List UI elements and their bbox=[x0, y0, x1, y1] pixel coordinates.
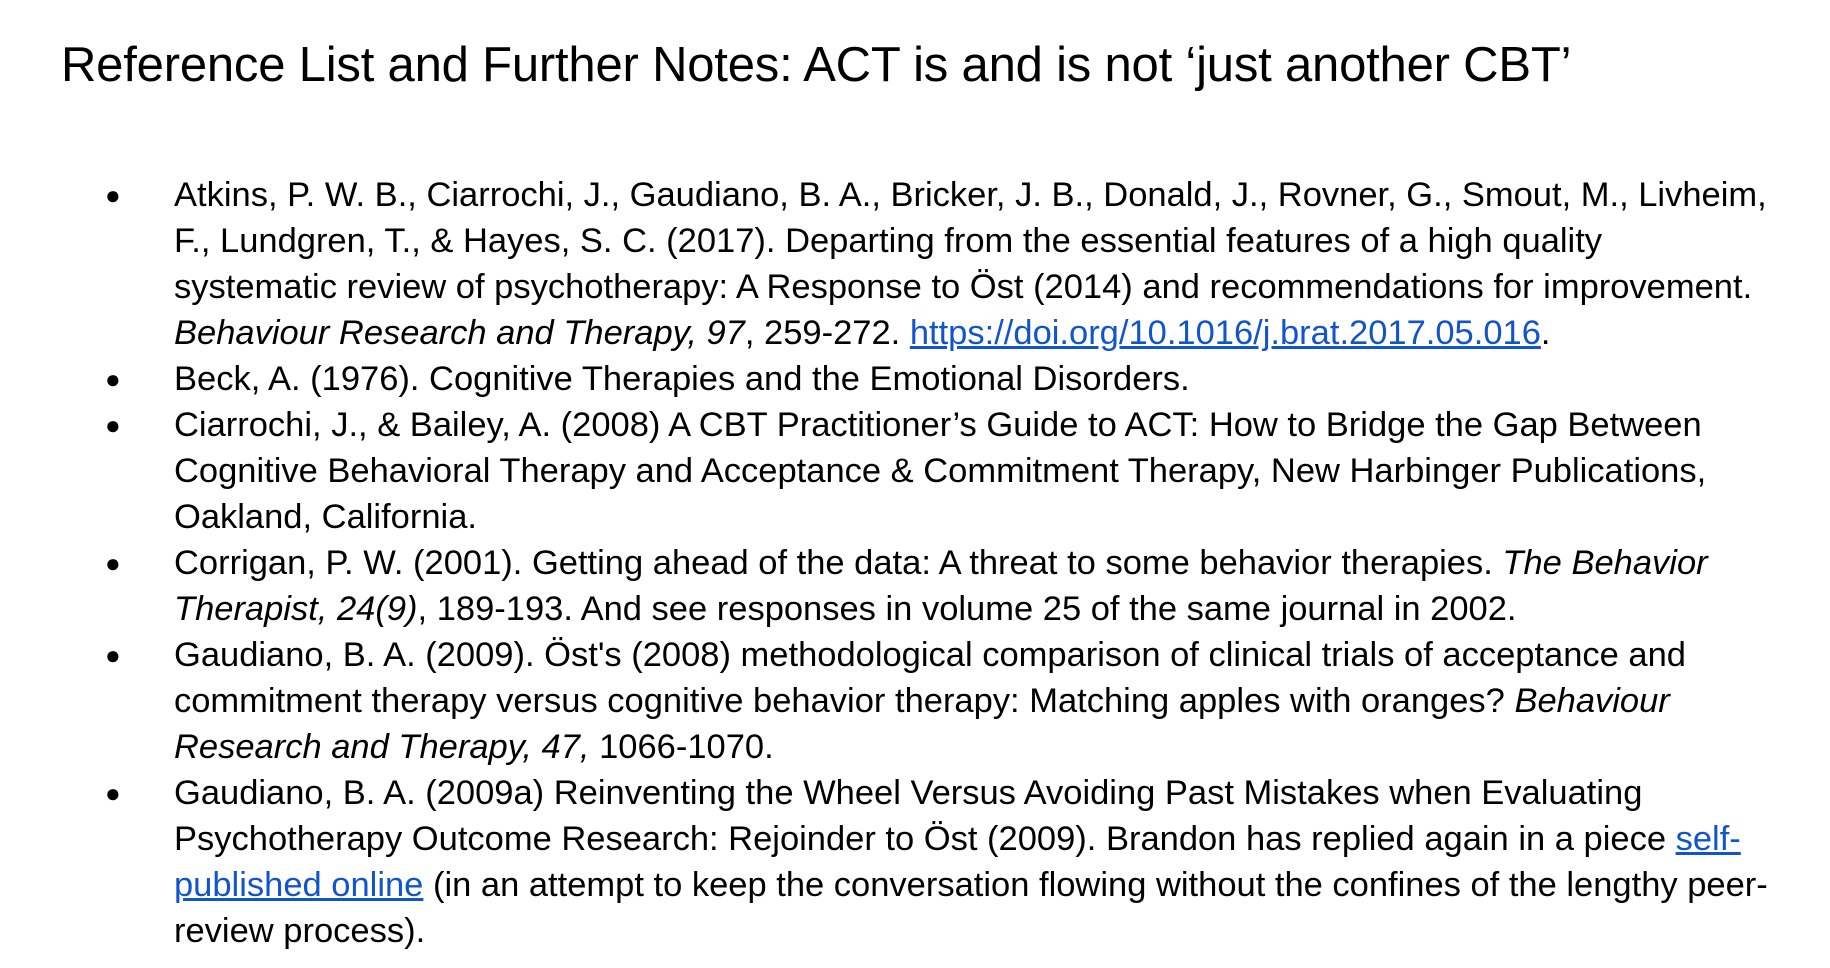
self-published-online-link[interactable]: self-published online bbox=[174, 819, 1741, 904]
reference-text: Atkins, P. W. B., Ciarrochi, J., Gaudiano, B. A., Bricker, J. B., Donald, J., Rovner, G., Smout, M., Livheim, F., Lundgren, T., & Hayes, S. C. (2017). Departing from the essential features of a high quality systematic review of psychotherapy: A Response to Öst (2014) and recommendations for improvement. bbox=[174, 175, 1767, 306]
reference-text: Gaudiano, B. A. (2009a) Reinventing the Wheel Versus Avoiding Past Mistakes when Evaluating Psychotherapy Outcome Research: Rejoinder to Öst (2009). Brandon has replied again in a piece bbox=[174, 773, 1676, 858]
reference-text: Gaudiano, B. A. (2009). Öst's (2008) methodological comparison of clinical trials of acceptance and commitment therapy versus cognitive behavior therapy: Matching apples with oranges? bbox=[174, 635, 1686, 720]
reference-text: 1066-1070. bbox=[589, 727, 774, 766]
reference-text: , 259-272. bbox=[744, 313, 910, 352]
reference-text: Ciarrochi, J., & Bailey, A. (2008) A CBT Practitioner’s Guide to ACT: How to Bridge the Gap Between Cognitive Behavioral Therapy and Acceptance & Commitment Therapy, New Harbinger Publications, Oakland, California. bbox=[174, 405, 1707, 536]
reference-item-corrigan-2001 bbox=[174, 540, 1770, 632]
doi-link[interactable]: https://doi.org/10.1016/j.brat.2017.05.016 bbox=[909, 313, 1541, 352]
reference-text: (in an attempt to keep the conversation flowing without the confines of the lengthy peer-review process). bbox=[174, 865, 1768, 950]
journal-title: Behaviour Research and Therapy, 47, bbox=[174, 681, 1670, 766]
reference-text: Corrigan, P. W. (2001). Getting ahead of the data: A threat to some behavior therapies. bbox=[174, 543, 1503, 582]
reference-text: , 189-193. And see responses in volume 25 of the same journal in 2002. bbox=[417, 589, 1517, 628]
journal-title: Behaviour Research and Therapy, 97 bbox=[174, 313, 745, 352]
page-title: Reference List and Further Notes: ACT is and is not ‘just another CBT’ bbox=[61, 38, 1572, 92]
reference-item-gaudiano-2009a bbox=[174, 770, 1770, 954]
journal-title: The Behavior Therapist, 24(9) bbox=[174, 543, 1708, 628]
reference-item-gaudiano-2009 bbox=[174, 632, 1770, 770]
reference-list bbox=[61, 172, 1770, 954]
reference-item-ciarrochi-2008 bbox=[174, 402, 1770, 540]
reference-item-atkins-2017 bbox=[174, 172, 1770, 356]
reference-text: . bbox=[1540, 313, 1551, 352]
reference-text: Beck, A. (1976). Cognitive Therapies and the Emotional Disorders. bbox=[174, 359, 1190, 398]
reference-item-beck-1976 bbox=[174, 356, 1770, 402]
